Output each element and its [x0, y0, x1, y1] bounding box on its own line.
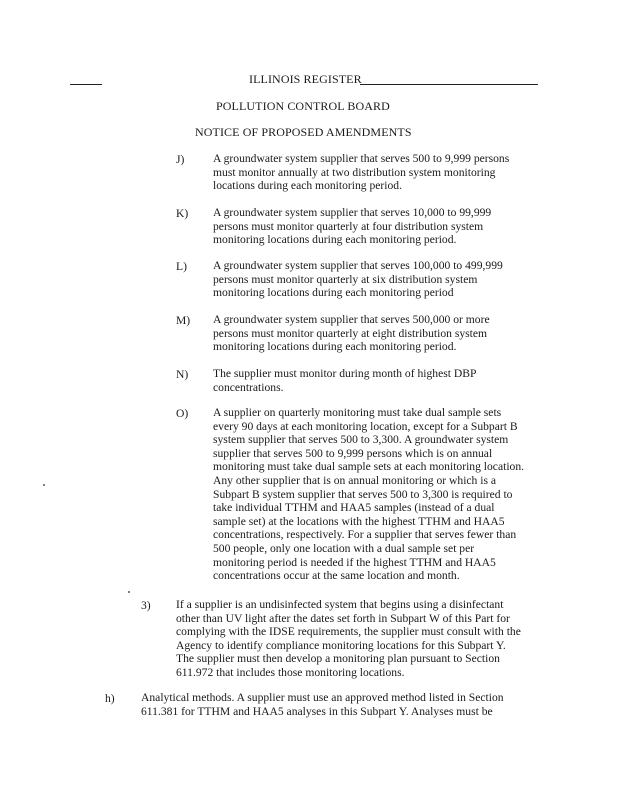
- text-line: persons must monitor quarterly at eight distribution system: [213, 326, 488, 340]
- text-line: Analytical methods. A supplier must use an approved method listed in Section: [141, 691, 504, 704]
- text-line: persons must monitor quarterly at six distribution system: [213, 272, 478, 286]
- item-text: [141, 691, 504, 718]
- item-label: O): [176, 407, 189, 420]
- item-text: [213, 259, 503, 300]
- item-text: [213, 406, 524, 583]
- text-line: complying with the IDSE requirements, the supplier must consult with the: [176, 625, 521, 639]
- text-line: Subpart B system supplier that serves 500 to 3,300 is required to: [213, 487, 513, 501]
- text-line: other than UV light after the dates set forth in Subpart W of this Part for: [176, 611, 510, 625]
- item-text: [176, 598, 521, 680]
- item-text: [213, 206, 491, 247]
- text-line: persons must monitor quarterly at four distribution system: [213, 219, 484, 233]
- item-text: [213, 367, 476, 394]
- scan-speck: [43, 484, 45, 486]
- text-line: A groundwater system supplier that serves 10,000 to 99,999: [213, 206, 492, 219]
- text-line: 611.972 that includes those monitoring locations.: [176, 665, 405, 679]
- text-line: A groundwater system supplier that serves 500,000 or more: [213, 313, 490, 326]
- text-line: A groundwater system supplier that serves 500 to 9,999 persons: [213, 152, 510, 165]
- register-title: ILLINOIS REGISTER: [249, 72, 362, 86]
- text-line: every 90 days at each monitoring location, except for a Subpart B: [213, 419, 518, 433]
- text-line: monitoring period is needed if the highest TTHM and HAA5: [213, 555, 496, 569]
- text-line: Agency to identify compliance monitoring locations for this Subpart Y.: [176, 638, 506, 652]
- text-line: monitoring locations during each monitoring period: [213, 286, 454, 300]
- item-text: [213, 313, 490, 354]
- item-label: 3): [141, 599, 151, 612]
- notice-title: NOTICE OF PROPOSED AMENDMENTS: [195, 125, 412, 139]
- scan-speck: [128, 591, 130, 593]
- text-line: locations during each monitoring period.: [213, 179, 402, 193]
- item-text: [213, 152, 509, 193]
- text-line: system supplier that serves 500 to 3,300. A groundwater system: [213, 433, 509, 447]
- text-line: If a supplier is an undisinfected system that begins using a disinfectant: [176, 598, 504, 611]
- text-line: monitoring must take dual sample sets at each monitoring location.: [213, 460, 525, 474]
- text-line: The supplier must then develop a monitoring plan pursuant to Section: [176, 652, 500, 666]
- header-rule-left: [70, 84, 102, 85]
- text-line: 611.381 for TTHM and HAA5 analyses in this Subpart Y. Analyses must be: [141, 704, 493, 718]
- item-label: J): [176, 153, 185, 166]
- text-line: must monitor annually at two distribution system monitoring: [213, 165, 496, 179]
- text-line: concentrations.: [213, 380, 284, 394]
- text-line: A supplier on quarterly monitoring must take dual sample sets: [213, 406, 502, 419]
- text-line: A groundwater system supplier that serves 100,000 to 499,999: [213, 259, 503, 272]
- text-line: concentrations occur at the same location and month.: [213, 569, 460, 583]
- text-line: Any other supplier that is on annual monitoring or which is a: [213, 473, 497, 487]
- text-line: The supplier must monitor during month of highest DBP: [213, 367, 477, 380]
- text-line: monitoring locations during each monitoring period.: [213, 233, 457, 247]
- item-label: L): [176, 260, 187, 273]
- text-line: take individual TTHM and HAA5 samples (instead of a dual: [213, 501, 495, 515]
- header-rule-right: [360, 84, 538, 85]
- item-label: N): [176, 368, 189, 381]
- text-line: sample set) at the locations with the highest TTHM and HAA5: [213, 514, 505, 528]
- text-line: 500 people, only one location with a dual sample set per: [213, 541, 475, 555]
- item-label: M): [176, 314, 191, 327]
- text-line: concentrations, respectively. For a supplier that serves fewer than: [213, 528, 517, 542]
- text-line: supplier that serves 500 to 9,999 persons which is on annual: [213, 446, 493, 460]
- item-label: h): [105, 692, 115, 705]
- text-line: monitoring locations during each monitoring period.: [213, 340, 457, 354]
- item-label: K): [176, 207, 189, 220]
- board-title: POLLUTION CONTROL BOARD: [216, 99, 390, 113]
